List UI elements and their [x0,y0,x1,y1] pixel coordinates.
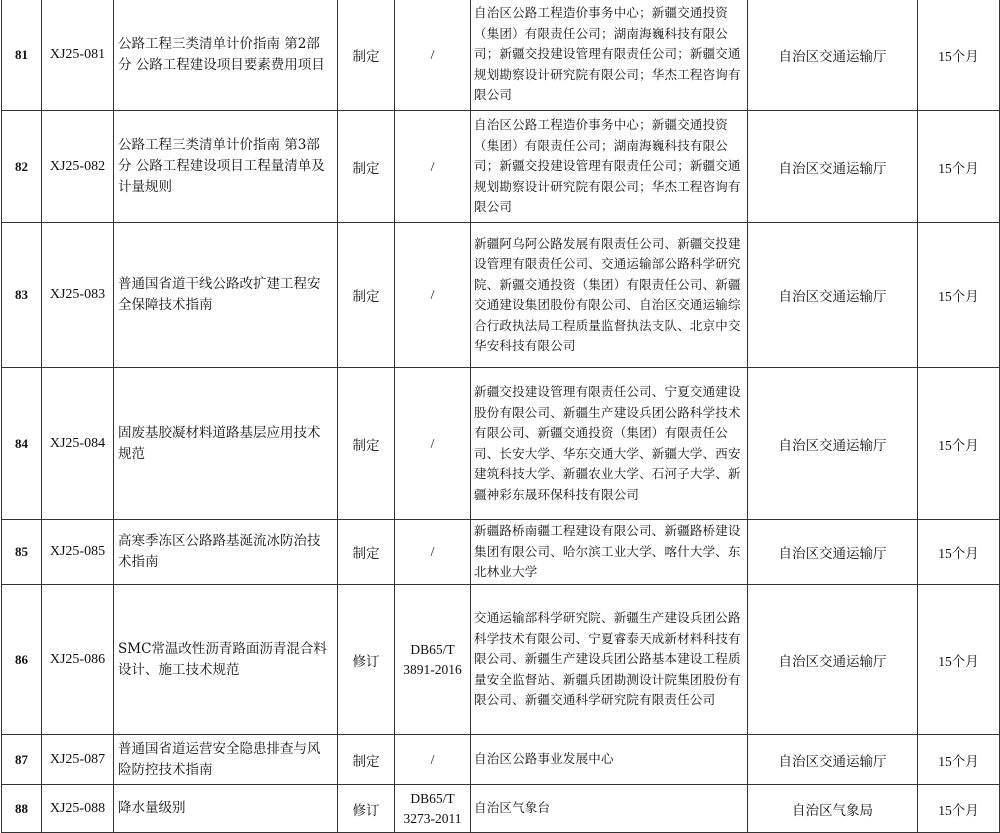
row-number: 82 [2,111,42,223]
project-name: 高寒季冻区公路路基涎流冰防治技术指南 [114,520,338,585]
table-row [2,520,1000,585]
project-name: 普通国省道干线公路改扩建工程安全保障技术指南 [114,223,338,368]
revision-type: 制定 [338,223,395,368]
completion-period: 15个月 [918,585,1000,735]
responsible-department: 自治区交通运输厅 [748,223,918,368]
project-name: 公路工程三类清单计价指南 第2部分 公路工程建设项目要素费用项目 [114,0,338,111]
table-row [2,785,1000,833]
project-code: XJ25-088 [42,785,114,833]
replaced-standard: / [395,111,471,223]
project-code: XJ25-087 [42,735,114,785]
revision-type: 制定 [338,0,395,111]
table-row [2,0,1000,111]
completion-period: 15个月 [918,785,1000,833]
revision-type: 制定 [338,735,395,785]
replaced-standard: / [395,0,471,111]
replaced-standard: DB65/T 3891-2016 [395,585,471,735]
row-number: 86 [2,585,42,735]
replaced-standard: / [395,368,471,520]
responsible-department: 自治区交通运输厅 [748,585,918,735]
project-code: XJ25-085 [42,520,114,585]
table-row [2,735,1000,785]
row-number: 88 [2,785,42,833]
completion-period: 15个月 [918,735,1000,785]
project-code: XJ25-081 [42,0,114,111]
table-row [2,111,1000,223]
completion-period: 15个月 [918,223,1000,368]
revision-type: 修订 [338,785,395,833]
project-name: 公路工程三类清单计价指南 第3部分 公路工程建设项目工程量清单及计量规则 [114,111,338,223]
project-code: XJ25-082 [42,111,114,223]
drafting-units: 自治区公路工程造价事务中心；新疆交通投资（集团）有限责任公司；湖南海巍科技有限公司；新疆交投建设管理有限责任公司；新疆交通规划勘察设计研究院有限公司；华杰工程咨询有限公司 [471,0,748,111]
row-number: 81 [2,0,42,111]
revision-type: 制定 [338,368,395,520]
row-number: 83 [2,223,42,368]
project-name: 普通国省道运营安全隐患排查与风险防控技术指南 [114,735,338,785]
revision-type: 修订 [338,585,395,735]
drafting-units: 交通运输部科学研究院、新疆生产建设兵团公路科学技术有限公司、宁夏睿泰天成新材料科技有限公司、新疆生产建设兵团公路基本建设工程质量安全监督站、新疆兵团勘测设计院集团股份有限公司、新疆交通科学研究院有限责任公司 [471,585,748,735]
replaced-standard: / [395,735,471,785]
responsible-department: 自治区交通运输厅 [748,520,918,585]
row-number: 87 [2,735,42,785]
project-code: XJ25-086 [42,585,114,735]
project-name: SMC常温改性沥青路面沥青混合料设计、施工技术规范 [114,585,338,735]
project-name: 固废基胶凝材料道路基层应用技术规范 [114,368,338,520]
drafting-units: 新疆交投建设管理有限责任公司、宁夏交通建设股份有限公司、新疆生产建设兵团公路科学技术有限公司、新疆交通投资（集团）有限责任公司、长安大学、华东交通大学、新疆大学、西安建筑科技大学、新疆农业大学、石河子大学、新疆神彩东晟环保科技有限公司 [471,368,748,520]
responsible-department: 自治区交通运输厅 [748,735,918,785]
replaced-standard: / [395,223,471,368]
project-name: 降水量级别 [114,785,338,833]
project-code: XJ25-084 [42,368,114,520]
revision-type: 制定 [338,520,395,585]
responsible-department: 自治区交通运输厅 [748,0,918,111]
drafting-units: 新疆阿乌阿公路发展有限责任公司、新疆交投建设管理有限责任公司、交通运输部公路科学研究院、新疆交通投资（集团）有限责任公司、新疆交通建设集团股份有限公司、自治区交通运输综合行政执法局工程质量监督执法支队、北京中交华安科技有限公司 [471,223,748,368]
project-code: XJ25-083 [42,223,114,368]
completion-period: 15个月 [918,111,1000,223]
drafting-units: 自治区公路事业发展中心 [471,735,748,785]
responsible-department: 自治区交通运输厅 [748,368,918,520]
replaced-standard: DB65/T 3273-2011 [395,785,471,833]
drafting-units: 自治区公路工程造价事务中心；新疆交通投资（集团）有限责任公司；湖南海巍科技有限公司；新疆交投建设管理有限责任公司；新疆交通规划勘察设计研究院有限公司；华杰工程咨询有限公司 [471,111,748,223]
responsible-department: 自治区气象局 [748,785,918,833]
completion-period: 15个月 [918,368,1000,520]
responsible-department: 自治区交通运输厅 [748,111,918,223]
completion-period: 15个月 [918,0,1000,111]
table-row [2,223,1000,368]
row-number: 84 [2,368,42,520]
replaced-standard: / [395,520,471,585]
standards-table [1,0,1000,833]
drafting-units: 自治区气象台 [471,785,748,833]
table-row [2,368,1000,520]
drafting-units: 新疆路桥南疆工程建设有限公司、新疆路桥建设集团有限公司、哈尔滨工业大学、喀什大学、东北林业大学 [471,520,748,585]
table-row [2,585,1000,735]
revision-type: 制定 [338,111,395,223]
row-number: 85 [2,520,42,585]
completion-period: 15个月 [918,520,1000,585]
